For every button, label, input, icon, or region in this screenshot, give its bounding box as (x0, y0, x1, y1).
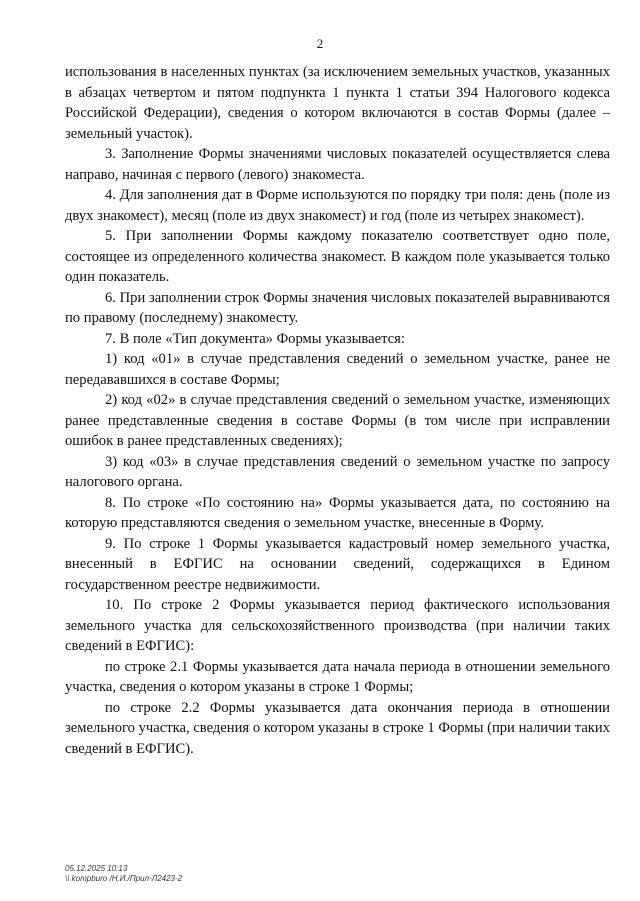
paragraph-item-8: 8. По строке «По состоянию на» Формы указывается дата, по состоянию на которую представляются сведения о земельном участке, внесенные в Форму. (65, 494, 610, 531)
subitem-line-2-1: по строке 2.1 Формы указывается дата начала периода в отношении земельного участка, сведения о котором указаны в строке 1 Формы; (65, 658, 610, 695)
footer-timestamp: 05.12.2025 10:13 (65, 864, 128, 873)
subitem-code-01: 1) код «01» в случае представления сведений о земельном участке, ранее не передававшихся в составе Формы; (65, 351, 610, 388)
document-footer (65, 864, 182, 884)
paragraph-item-10: 10. По строке 2 Формы указывается период фактического использования земельного участка для сельскохозяйственного производства (при наличии таких сведений в ЕФГИС): (65, 597, 610, 654)
subitem-code-02: 2) код «02» в случае представления сведений о земельном участке, изменяющих ранее представленные сведения в составе Формы (в том числе при исправлении ошибок в ранее представленных сведениях); (65, 392, 610, 449)
subitem-code-03: 3) код «03» в случае представления сведений о земельном участке по запросу налогового органа. (65, 453, 610, 490)
paragraph-item-5: 5. При заполнении Формы каждому показателю соответствует одно поле, состоящее из определенного количества знакомест. В каждом поле указывается только один показатель. (65, 228, 610, 285)
page-number: 2 (316, 36, 324, 51)
footer-file-path: \\ kompburo /Н.И./Прил-Л2423-2 (65, 874, 183, 883)
paragraph-continuation: использования в населенных пунктах (за исключением земельных участков, указанных в абзацах четвертом и пятом подпункта 1 пункта 1 статьи 394 Налогового кодекса Российской Федерации), сведения о котором включаются в состав Формы (далее – земельный участок). (65, 64, 610, 142)
paragraph-item-4: 4. Для заполнения дат в Форме используются по порядку три поля: день (поле из двух знакомест), месяц (поле из двух знакомест) и год (поле из четырех знакомест). (65, 187, 610, 224)
paragraph-item-7: 7. В поле «Тип документа» Формы указывается: (105, 330, 405, 347)
paragraph-item-9: 9. По строке 1 Формы указывается кадастровый номер земельного участка, внесенный в ЕФГИС на основании сведений, содержащихся в Едином государственном реестре недвижимости. (65, 535, 610, 593)
document-body (65, 62, 610, 759)
subitem-line-2-2: по строке 2.2 Формы указывается дата окончания периода в отношении земельного участка, сведения о котором указаны в строке 1 Формы (при наличии таких сведений в ЕФГИС). (65, 699, 610, 757)
paragraph-item-6: 6. При заполнении строк Формы значения числовых показателей выравниваются по правому (последнему) знакоместу. (65, 289, 610, 326)
paragraph-item-3: 3. Заполнение Формы значениями числовых показателей осуществляется слева направо, начиная с первого (левого) знакоместа. (65, 146, 610, 183)
